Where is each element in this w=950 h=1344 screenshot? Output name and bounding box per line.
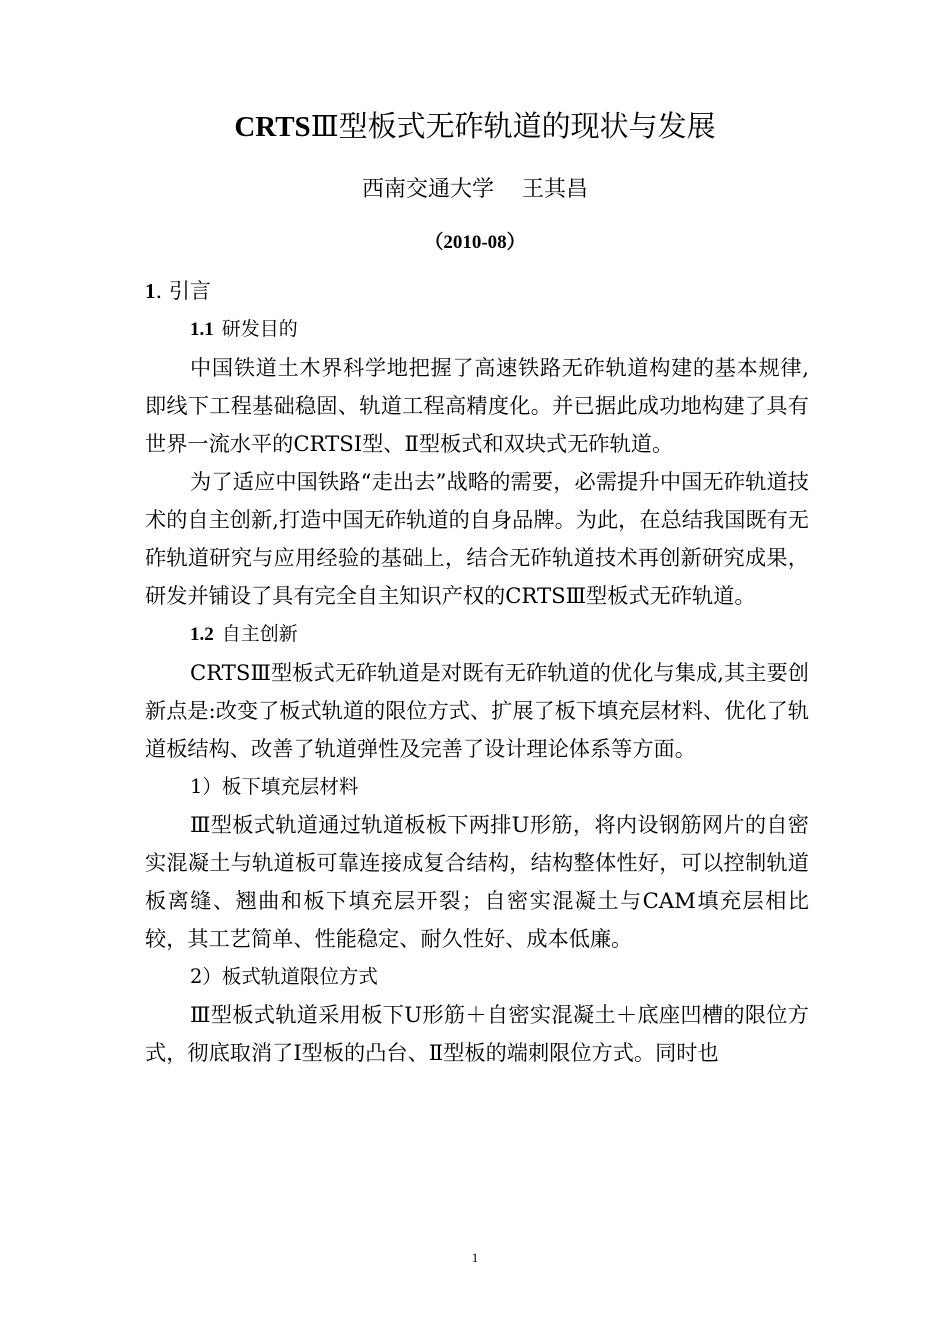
date-text: （2010-08）	[424, 232, 526, 253]
paragraph-1: 中国铁道土木界科学地把握了高速铁路无砟轨道构建的基本规律,即线下工程基础稳固、轨道工程高精度化。并已据此成功地构建了具有世界一流水平的CRTSⅠ型、Ⅱ型板式和双块式无砟轨道。	[145, 355, 809, 456]
subsection-title: 自主创新	[221, 623, 298, 645]
paragraph-3: CRTSⅢ型板式无砟轨道是对既有无砟轨道的优化与集成,其主要创新点是:改变了板式轨道的限位方式、扩展了板下填充层材料、优化了轨道板结构、改善了轨道弹性及完善了设计理论体系等方面。	[145, 660, 809, 761]
subsection-heading-1-2	[145, 615, 809, 654]
paragraph-4: Ⅲ型板式轨道通过轨道板板下两排U形筋，将内设钢筋网片的自密实混凝土与轨道板可靠连接成复合结构，结构整体性好，可以控制轨道板离缝、翘曲和板下填充层开裂；自密实混凝土与CAM填充层相比较，其工艺简单、性能稳定、耐久性好、成本低廉。	[145, 812, 809, 951]
title-text: Ⅲ型板式无砟轨道的现状与发展	[310, 109, 716, 143]
section-heading-1	[145, 272, 809, 310]
subsection-title: 研发目的	[221, 318, 298, 340]
subsection-number: 1.2	[190, 624, 214, 645]
document-body	[145, 272, 809, 1072]
document-title	[0, 104, 950, 149]
date-line	[0, 227, 950, 258]
paragraph-5: Ⅲ型板式轨道采用板下U形筋＋自密实混凝土＋底座凹槽的限位方式，彻底取消了Ⅰ型板的凸台、Ⅱ型板的端刺限位方式。同时也	[145, 1002, 809, 1065]
subsection-heading-1-1	[145, 310, 809, 349]
page-number: 1	[471, 1250, 479, 1265]
subsection-number: 1.1	[190, 319, 214, 340]
section-title: . 引言	[155, 279, 211, 303]
list-item-heading-2: 2）板式轨道限位方式	[190, 965, 378, 988]
title-latin: CRTS	[234, 111, 311, 143]
section-number: 1	[145, 279, 156, 303]
list-item-heading-1: 1）板下填充层材料	[190, 775, 359, 798]
paragraph-2: 为了适应中国铁路“走出去”战略的需要，必需提升中国无砟轨道技术的自主创新,打造中国无砟轨道的自身品牌。为此，在总结我国既有无砟轨道研究与应用经验的基础上，结合无砟轨道技术再创新研究成果，研发并铺设了具有完全自主知识产权的CRTSⅢ型板式无砟轨道。	[145, 469, 809, 608]
author-line: 西南交通大学 王其昌	[362, 177, 588, 202]
